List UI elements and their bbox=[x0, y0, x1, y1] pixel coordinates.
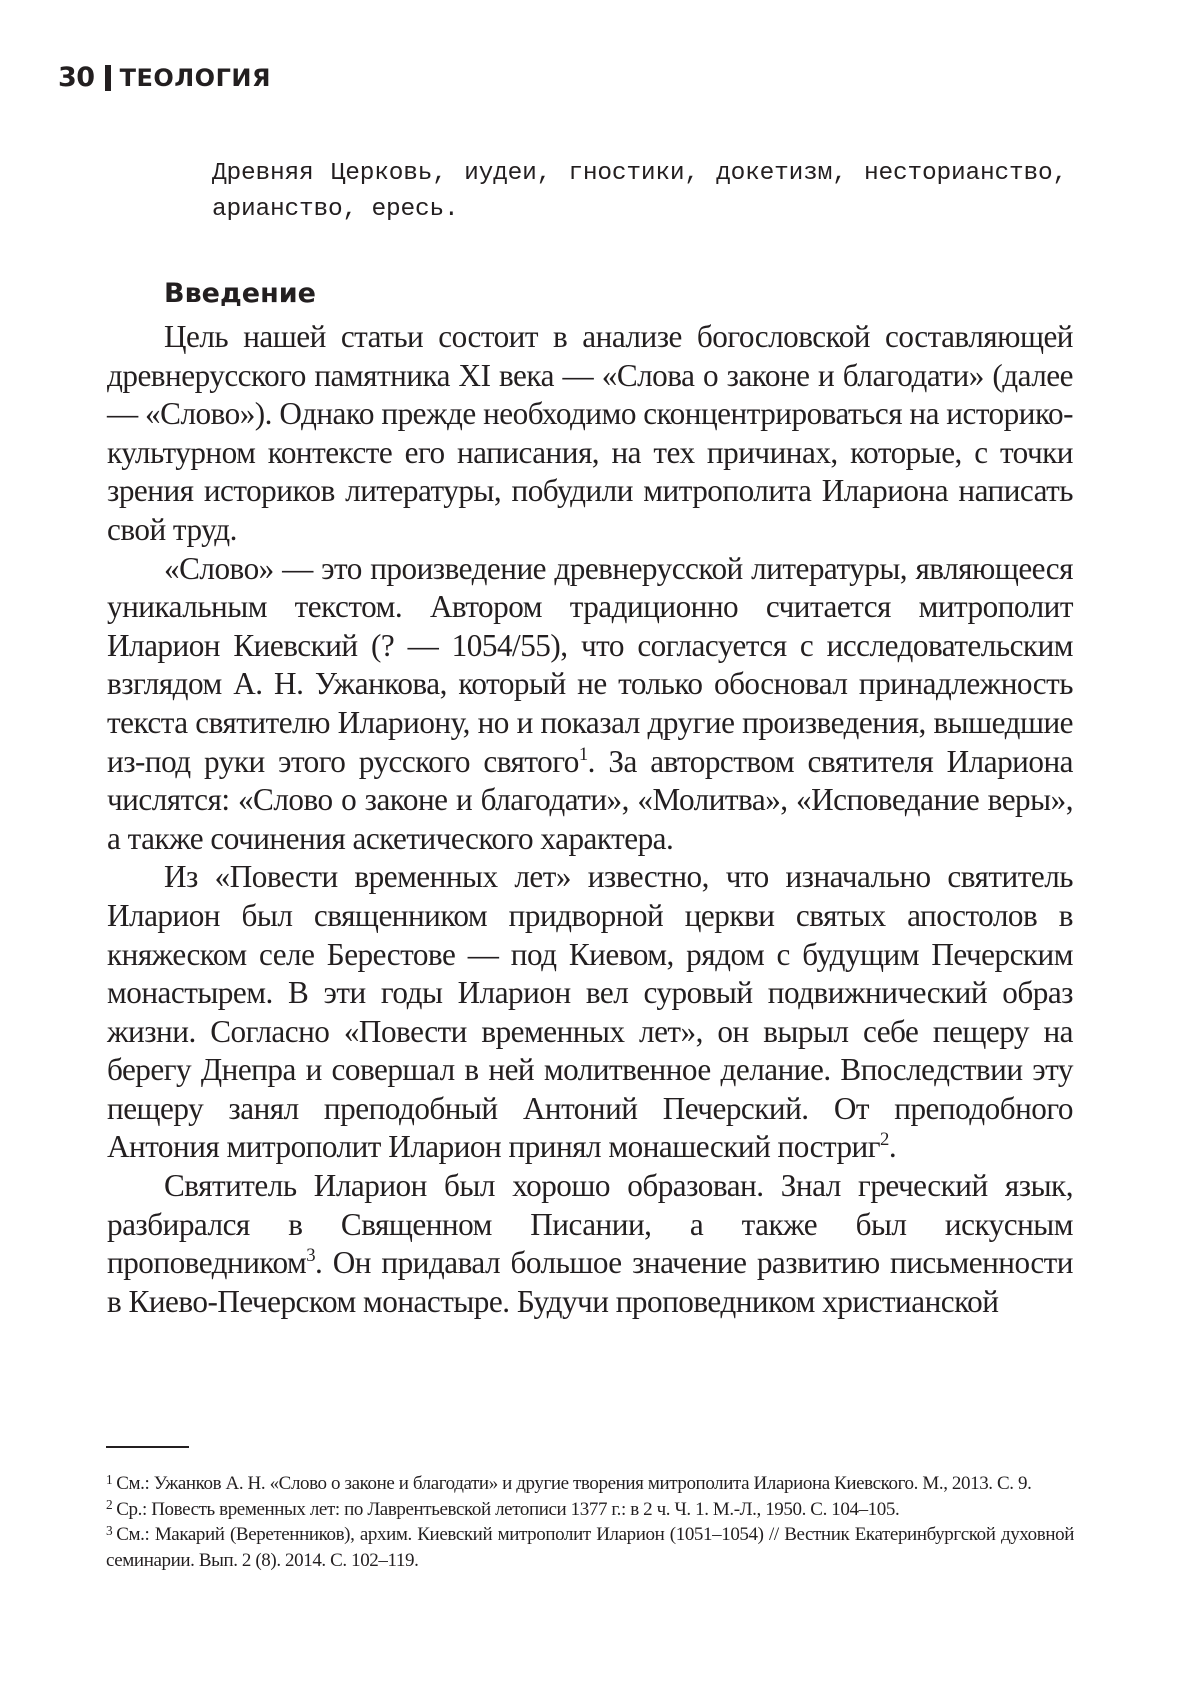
footnote bbox=[106, 1522, 1074, 1573]
paragraph-text: . bbox=[888, 1129, 897, 1165]
paragraph bbox=[107, 858, 1073, 1167]
footnote-number: 2 bbox=[106, 1497, 113, 1513]
paragraph-text: «Слово» — это произведение древнерусской литературы, являющееся уникальным текстом. Автором традиционно считается митрополит Иларион Киевский (? — 1054/55), что согласуется с исследовательским взглядом А. Н. Ужанкова, который не только обосновал принадлежность текста святителю Илариону, но и показал другие произведения, вышедшие из-под руки этого русского святого bbox=[107, 550, 1073, 779]
footnote-number: 1 bbox=[106, 1471, 113, 1487]
footnote bbox=[106, 1471, 1074, 1497]
footnotes bbox=[106, 1471, 1074, 1573]
paragraph-text: . За авторством святителя Илариона числятся: «Слово о законе и благодати», «Молитва», «Исповедание веры», а также сочинения аскетического характера. bbox=[107, 743, 1073, 856]
footnote bbox=[106, 1497, 1074, 1523]
footnote-divider bbox=[106, 1446, 189, 1448]
keywords: Древняя Церковь, иудеи, гностики, докетизм, несторианство, арианство, ересь. bbox=[212, 160, 1067, 223]
footnote-ref[interactable]: 2 bbox=[880, 1129, 889, 1151]
paragraph bbox=[107, 318, 1073, 550]
paragraph bbox=[107, 550, 1073, 859]
paragraph-text: Цель нашей статьи состоит в анализе богословской составляющей древнерусского памятника XI века — «Слова о законе и благодати» (далее — «Слово»). Однако прежде необходимо сконцентрироваться на историко-культурном контексте его написания, на тех причинах, которые, с точки зрения историков литературы, побудили митрополита Илариона написать свой труд. bbox=[107, 319, 1073, 547]
separator-bar bbox=[105, 65, 111, 91]
running-head bbox=[58, 62, 271, 93]
section-name: ТЕОЛОГИЯ bbox=[119, 63, 271, 92]
section-heading: Введение bbox=[164, 278, 316, 309]
footnote-ref[interactable]: 1 bbox=[578, 743, 588, 765]
footnote-number: 3 bbox=[106, 1522, 113, 1538]
paragraph-text: Из «Повести временных лет» известно, что изначально святитель Иларион был священником придворной церкви святых апостолов в княжеском селе Берестове — под Киевом, рядом с будущим Печерским монастырем. В эти годы Иларион вел суровый подвижнический образ жизни. Согласно «Повести временных лет», он вырыл себе пещеру на берегу Днепра и совершал в ней молитвенное делание. Впоследствии эту пещеру занял преподобный Антоний Печерский. От преподобного Антония митрополит Иларион принял монашеский постриг bbox=[107, 859, 1073, 1165]
page-number: 30 bbox=[58, 62, 95, 93]
footnote-ref[interactable]: 3 bbox=[306, 1245, 316, 1267]
paragraph bbox=[107, 1167, 1073, 1321]
footnote-text: См.: Ужанков А. Н. «Слово о законе и благодати» и другие творения митрополита Илариона Киевского. М., 2013. С. 9. bbox=[116, 1473, 1032, 1494]
footnote-text: См.: Макарий (Веретенников), архим. Киевский митрополит Иларион (1051–1054) // Вестник Екатеринбургской духовной семинарии. Вып. 2 (8). 2014. С. 102–119. bbox=[106, 1524, 1074, 1571]
footnote-text: Ср.: Повесть временных лет: по Лаврентьевской летописи 1377 г.: в 2 ч. Ч. 1. М.-Л., 1950. С. 104–105. bbox=[116, 1498, 900, 1520]
body-text bbox=[107, 318, 1073, 1321]
paragraph-text: Святитель Иларион был хорошо образован. Знал греческий язык, разбирался в Священном Писании, а также был искусным проповедником bbox=[107, 1168, 1073, 1281]
paragraph-text: . Он придавал большое значение развитию письменности в Киево-Печерском монастыре. Будучи проповедником христианской bbox=[107, 1245, 1073, 1319]
